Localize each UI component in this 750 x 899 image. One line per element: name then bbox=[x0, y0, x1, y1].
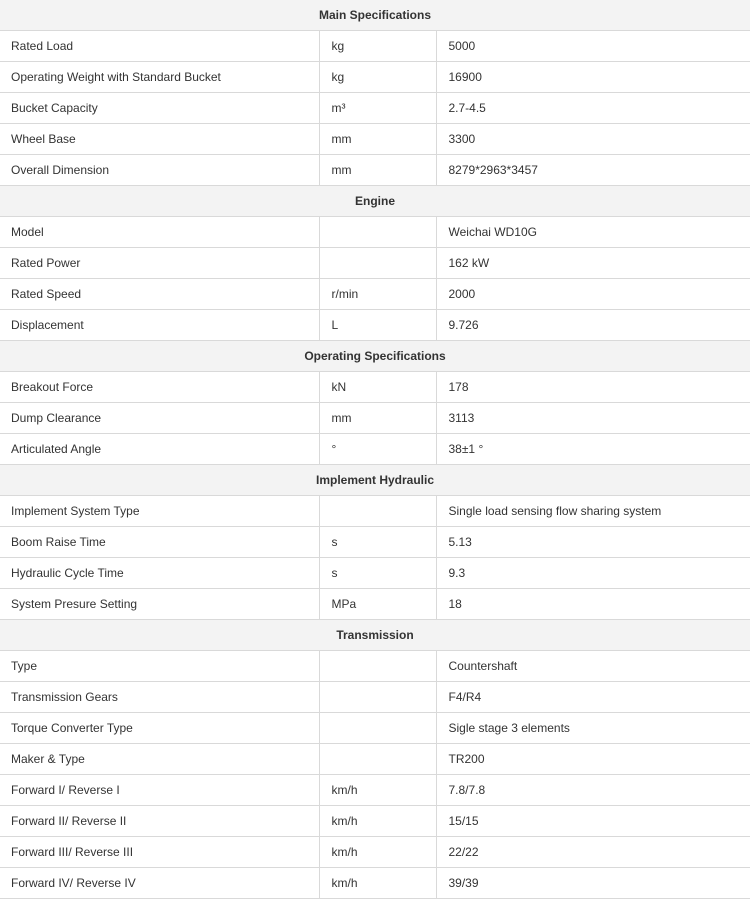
table-row bbox=[0, 558, 750, 589]
spec-value: 7.8/7.8 bbox=[436, 775, 750, 806]
spec-unit: s bbox=[319, 527, 436, 558]
spec-value: 9.726 bbox=[436, 310, 750, 341]
table-row bbox=[0, 279, 750, 310]
section-header-row bbox=[0, 465, 750, 496]
table-row bbox=[0, 775, 750, 806]
table-row bbox=[0, 837, 750, 868]
table-row bbox=[0, 713, 750, 744]
table-row bbox=[0, 217, 750, 248]
spec-value: 22/22 bbox=[436, 837, 750, 868]
table-row bbox=[0, 527, 750, 558]
spec-unit: ° bbox=[319, 434, 436, 465]
spec-label: Bucket Capacity bbox=[0, 93, 319, 124]
section-title: Transmission bbox=[0, 620, 750, 651]
spec-value: 39/39 bbox=[436, 868, 750, 899]
spec-label: Transmission Gears bbox=[0, 682, 319, 713]
spec-label: Operating Weight with Standard Bucket bbox=[0, 62, 319, 93]
table-row bbox=[0, 93, 750, 124]
spec-value: Weichai WD10G bbox=[436, 217, 750, 248]
spec-unit: s bbox=[319, 558, 436, 589]
spec-value: 178 bbox=[436, 372, 750, 403]
spec-value: Sigle stage 3 elements bbox=[436, 713, 750, 744]
spec-label: Overall Dimension bbox=[0, 155, 319, 186]
table-row bbox=[0, 31, 750, 62]
spec-unit: kN bbox=[319, 372, 436, 403]
spec-label: Type bbox=[0, 651, 319, 682]
spec-value: 18 bbox=[436, 589, 750, 620]
spec-label: System Presure Setting bbox=[0, 589, 319, 620]
spec-unit bbox=[319, 651, 436, 682]
spec-value: 2.7-4.5 bbox=[436, 93, 750, 124]
spec-unit: L bbox=[319, 310, 436, 341]
spec-value: F4/R4 bbox=[436, 682, 750, 713]
spec-unit bbox=[319, 217, 436, 248]
spec-label: Articulated Angle bbox=[0, 434, 319, 465]
table-row bbox=[0, 310, 750, 341]
spec-unit bbox=[319, 713, 436, 744]
section-header-row bbox=[0, 341, 750, 372]
spec-unit: m³ bbox=[319, 93, 436, 124]
spec-unit: mm bbox=[319, 124, 436, 155]
spec-label: Breakout Force bbox=[0, 372, 319, 403]
spec-label: Model bbox=[0, 217, 319, 248]
spec-value: 5000 bbox=[436, 31, 750, 62]
section-title: Engine bbox=[0, 186, 750, 217]
spec-value: 38±1 ° bbox=[436, 434, 750, 465]
spec-unit: mm bbox=[319, 155, 436, 186]
spec-label: Forward II/ Reverse II bbox=[0, 806, 319, 837]
table-row bbox=[0, 496, 750, 527]
section-title: Operating Specifications bbox=[0, 341, 750, 372]
table-row bbox=[0, 248, 750, 279]
spec-label: Rated Power bbox=[0, 248, 319, 279]
table-row bbox=[0, 124, 750, 155]
spec-label: Hydraulic Cycle Time bbox=[0, 558, 319, 589]
table-row bbox=[0, 806, 750, 837]
spec-unit: MPa bbox=[319, 589, 436, 620]
spec-value: Single load sensing flow sharing system bbox=[436, 496, 750, 527]
spec-label: Dump Clearance bbox=[0, 403, 319, 434]
spec-label: Boom Raise Time bbox=[0, 527, 319, 558]
spec-unit bbox=[319, 682, 436, 713]
spec-value: TR200 bbox=[436, 744, 750, 775]
section-header-row bbox=[0, 0, 750, 31]
spec-label: Forward III/ Reverse III bbox=[0, 837, 319, 868]
spec-label: Torque Converter Type bbox=[0, 713, 319, 744]
table-row bbox=[0, 434, 750, 465]
section-title: Implement Hydraulic bbox=[0, 465, 750, 496]
spec-unit: mm bbox=[319, 403, 436, 434]
spec-value: Countershaft bbox=[436, 651, 750, 682]
spec-unit: km/h bbox=[319, 806, 436, 837]
table-row bbox=[0, 589, 750, 620]
table-row bbox=[0, 651, 750, 682]
spec-value: 162 kW bbox=[436, 248, 750, 279]
spec-value: 3113 bbox=[436, 403, 750, 434]
spec-unit: r/min bbox=[319, 279, 436, 310]
spec-value: 16900 bbox=[436, 62, 750, 93]
table-row bbox=[0, 744, 750, 775]
table-row bbox=[0, 682, 750, 713]
spec-value: 8279*2963*3457 bbox=[436, 155, 750, 186]
spec-unit bbox=[319, 248, 436, 279]
spec-unit bbox=[319, 496, 436, 527]
table-row bbox=[0, 155, 750, 186]
spec-unit: km/h bbox=[319, 837, 436, 868]
spec-label: Implement System Type bbox=[0, 496, 319, 527]
table-row bbox=[0, 868, 750, 899]
section-title: Main Specifications bbox=[0, 0, 750, 31]
spec-unit: km/h bbox=[319, 775, 436, 806]
spec-value: 3300 bbox=[436, 124, 750, 155]
spec-label: Rated Speed bbox=[0, 279, 319, 310]
spec-value: 2000 bbox=[436, 279, 750, 310]
spec-label: Rated Load bbox=[0, 31, 319, 62]
spec-label: Forward IV/ Reverse IV bbox=[0, 868, 319, 899]
spec-unit: km/h bbox=[319, 868, 436, 899]
table-row bbox=[0, 62, 750, 93]
spec-label: Wheel Base bbox=[0, 124, 319, 155]
spec-label: Maker & Type bbox=[0, 744, 319, 775]
spec-label: Forward I/ Reverse I bbox=[0, 775, 319, 806]
table-row bbox=[0, 372, 750, 403]
section-header-row bbox=[0, 620, 750, 651]
spec-value: 9.3 bbox=[436, 558, 750, 589]
spec-unit: kg bbox=[319, 31, 436, 62]
spec-unit bbox=[319, 744, 436, 775]
spec-value: 5.13 bbox=[436, 527, 750, 558]
spec-unit: kg bbox=[319, 62, 436, 93]
section-header-row bbox=[0, 186, 750, 217]
spec-label: Displacement bbox=[0, 310, 319, 341]
spec-value: 15/15 bbox=[436, 806, 750, 837]
table-row bbox=[0, 403, 750, 434]
